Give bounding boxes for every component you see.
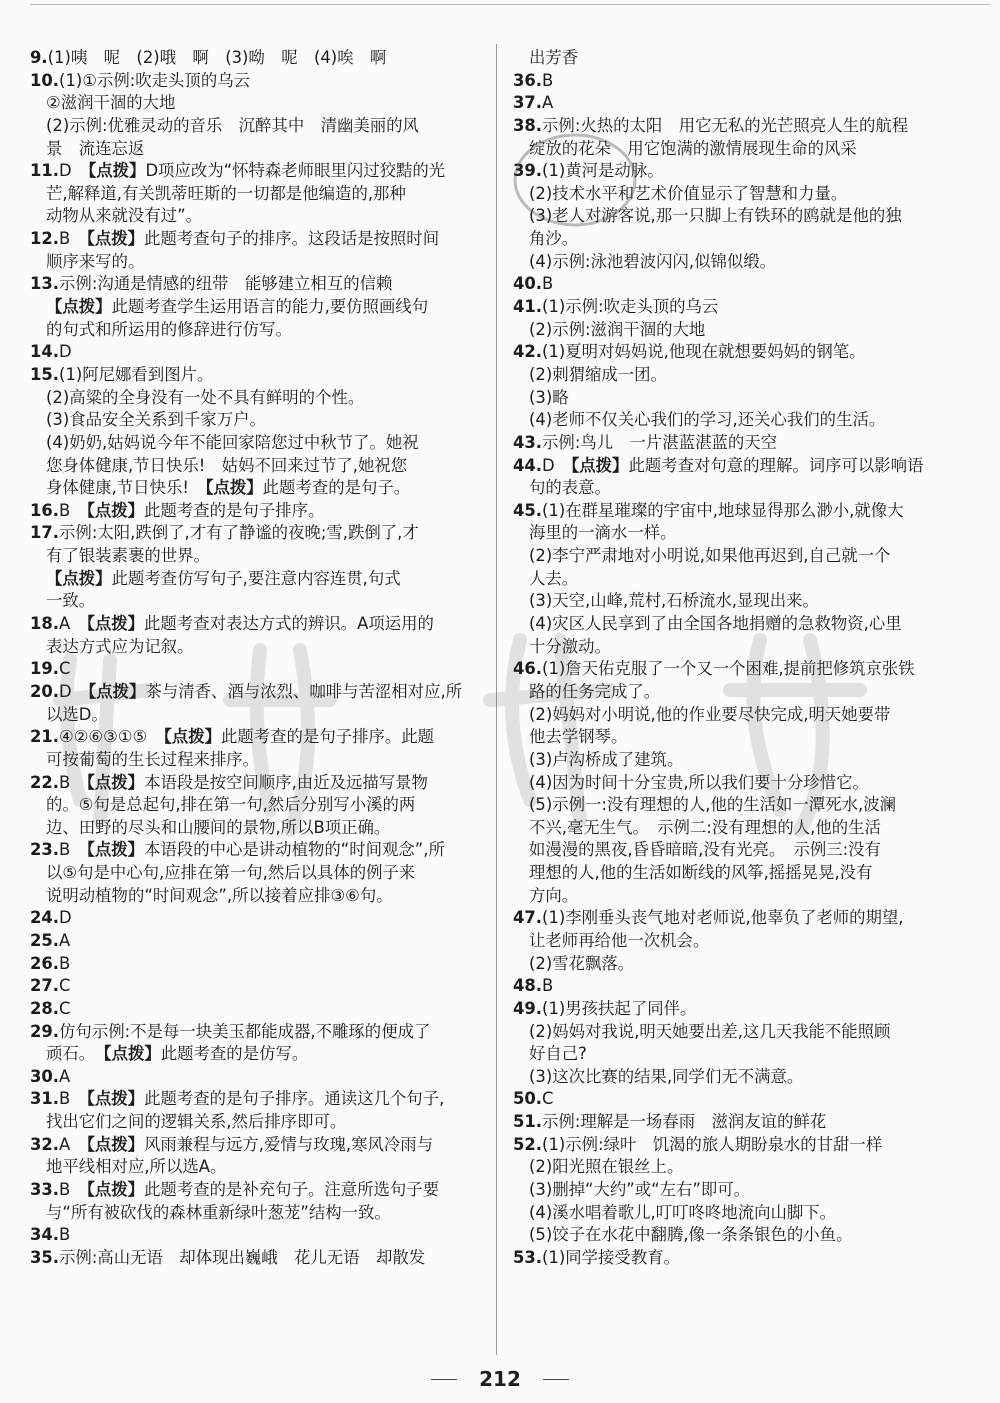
answer-text: 理想的人,他的生活如断线的风筝,摇摇晃晃,没有 (529, 863, 873, 883)
answer-text: 动物从来就没有过”。 (46, 206, 203, 226)
answer-choice: B (59, 500, 87, 520)
answer-line (513, 432, 973, 455)
hint-tag: 【点拨】 (205, 478, 263, 498)
answer-text: C (59, 976, 71, 996)
answer-text: 的。⑤句是总起句,排在第一句,然后分别写小溪的两 (46, 795, 416, 815)
answer-line (30, 1202, 485, 1225)
question-number: 27. (30, 976, 60, 996)
answer-line (513, 772, 973, 795)
hint-text: 本语段的中心是讲动植物的“时间观念”,所 (144, 840, 445, 860)
answer-line (513, 862, 973, 885)
answer-line (513, 1021, 973, 1044)
answer-text: 不兴,毫无生气。 示例二:没有理想的人,他的生活 (529, 817, 881, 837)
answer-line (30, 138, 485, 161)
answer-text: 地平线相对应,所以选A。 (46, 1157, 227, 1177)
answer-text: (3)老人对游客说,那一只脚上有铁环的鸥就是他的独 (529, 206, 902, 226)
answer-text: 人去。 (529, 568, 579, 588)
answer-text: (2)李宁严肃地对小明说,如果他再迟到,自己就一个 (529, 546, 891, 566)
question-number: 14. (30, 342, 60, 362)
question-number: 38. (513, 115, 543, 135)
hint-tag: 【点拨】 (86, 1134, 145, 1154)
answer-line (30, 953, 485, 976)
answer-text: 示例:高山无语 却体现出巍峨 花儿无语 却散发 (59, 1247, 426, 1267)
answer-line (30, 749, 485, 772)
question-number: 24. (30, 908, 60, 928)
answer-line (30, 907, 485, 930)
hint-text: 此题考查仿写句子,要注意内容连贯,句式 (111, 568, 401, 588)
answer-text: 仿句示例:不是每一块美玉都能成器,不雕琢的便成了 (59, 1021, 431, 1041)
answer-line (30, 568, 485, 591)
question-number: 25. (30, 930, 60, 950)
answer-text: (2)阳光照在银丝上。 (529, 1157, 684, 1177)
answer-line (30, 160, 485, 183)
answer-line (513, 319, 973, 342)
question-number: 35. (30, 1247, 60, 1267)
answer-line (513, 47, 973, 70)
answer-text: (1)咦 呢 (2)哦 啊 (3)呦 呢 (4)唉 啊 (47, 48, 387, 67)
answer-line (30, 500, 485, 523)
answer-text: 如漫漫的黑夜,昏昏暗暗,没有光亮。 示例三:没有 (529, 840, 881, 860)
answer-line (30, 772, 485, 795)
answer-line (30, 636, 485, 659)
answer-line (30, 862, 485, 885)
answer-line (30, 1179, 485, 1202)
answer-line (30, 115, 485, 138)
hint-text: 此题考查的是句子排序。此题 (220, 727, 435, 747)
answer-line (30, 47, 485, 70)
answer-line (513, 522, 973, 545)
answer-line (513, 341, 973, 364)
answer-line (513, 205, 973, 228)
answer-text: (1)詹天佑克服了一个又一个困难,提前把修筑京张铁 (542, 659, 915, 679)
answer-choice: D (59, 161, 89, 181)
question-number: 53. (513, 1247, 543, 1267)
answer-choice: B (59, 229, 87, 249)
question-number: 44. (513, 455, 543, 475)
page-number: 212 (479, 1367, 521, 1391)
answer-choice: B (59, 840, 87, 860)
answer-text: A (59, 1066, 71, 1086)
answer-line (30, 1134, 485, 1157)
answer-text: (1)李刚垂头丧气地对老师说,他辜负了老师的期望, (542, 908, 904, 928)
answer-text: 句的表意。 (529, 478, 611, 498)
answer-line (30, 251, 485, 274)
answer-text: 路的任务完成了。 (529, 681, 661, 701)
answer-line (30, 477, 485, 500)
question-number: 48. (513, 976, 543, 996)
left-answer-column (30, 47, 485, 1270)
answer-choice: A (59, 614, 87, 634)
answer-text: 示例:沟通是情感的纽带 能够建立相互的信赖 (59, 274, 393, 294)
answer-text: (4)示例:泳池碧波闪闪,似锦似缎。 (529, 251, 777, 271)
hint-tag: 【点拨】 (86, 772, 145, 792)
answer-line (513, 1202, 973, 1225)
answer-line (513, 681, 973, 704)
hint-text: 此题考查的是句子排序。通读这几个句子, (144, 1089, 445, 1109)
footer-dash-right (543, 1379, 569, 1380)
answer-line (30, 839, 485, 862)
answer-line (30, 92, 485, 115)
question-number: 29. (30, 1021, 60, 1041)
answer-text: B (59, 953, 71, 973)
answer-text: (4)溪水唱着歌儿,叮叮咚咚地流向山脚下。 (529, 1202, 837, 1222)
answer-line (513, 907, 973, 930)
answer-line (30, 704, 485, 727)
hint-text: 茶与清香、酒与浓烈、咖啡与苦涩相对应,所 (145, 681, 463, 701)
answer-text: 您身体健康,节日快乐! 姑妈不回来过节了,她祝您 (46, 455, 408, 475)
answer-line (513, 704, 973, 727)
answer-text: B (542, 70, 554, 90)
answer-text: A (59, 930, 71, 950)
answer-line (513, 92, 973, 115)
hint-tag: 【点拨】 (163, 727, 221, 747)
answer-text: D (59, 342, 72, 362)
answer-text: C (542, 1089, 554, 1109)
answer-text: 十分激动。 (529, 636, 611, 656)
answer-text: ②滋润干涸的大地 (46, 93, 176, 113)
question-number: 16. (30, 500, 60, 520)
question-number: 18. (30, 614, 60, 634)
answer-text: 可按葡萄的生长过程来排序。 (46, 749, 260, 769)
answer-line (513, 1156, 973, 1179)
answer-line (30, 545, 485, 568)
hint-tag: 【点拨】 (86, 229, 145, 249)
answer-text: 出芳香 (529, 48, 579, 67)
question-number: 46. (513, 659, 543, 679)
answer-line (513, 568, 973, 591)
question-number: 45. (513, 500, 543, 520)
question-number: 47. (513, 908, 543, 928)
answer-text: B (59, 1225, 71, 1245)
answer-text: (1)男孩扶起了同伴。 (542, 998, 697, 1018)
answer-text: 身体健康,节日快乐! (46, 478, 206, 498)
answer-line (30, 794, 485, 817)
answer-text: 顺序来写的。 (46, 251, 145, 271)
answer-line (30, 228, 485, 251)
answer-text: 示例:鸟儿 一片湛蓝湛蓝的天空 (542, 432, 778, 452)
answer-line (30, 455, 485, 478)
question-number: 30. (30, 1066, 60, 1086)
answer-line (513, 1111, 973, 1134)
question-number: 41. (513, 297, 543, 317)
answer-line (513, 1247, 973, 1270)
answer-text: 芒,解释道,有关凯蒂旺斯的一切都是他编造的,那种 (46, 183, 406, 203)
hint-text: 风雨兼程与远方,爱情与玫瑰,寒风冷雨与 (144, 1134, 434, 1154)
answer-line (513, 749, 973, 772)
answer-text: B (542, 976, 554, 996)
question-number: 40. (513, 274, 543, 294)
answer-choice: D (542, 455, 572, 475)
answer-line (513, 794, 973, 817)
answer-text: B (542, 274, 554, 294)
answer-line (513, 273, 973, 296)
answer-text: (1)示例:绿叶 饥渴的旅人期盼泉水的甘甜一样 (542, 1134, 883, 1154)
answer-line (30, 975, 485, 998)
answer-text: 绽放的花朵 用它饱满的激情展现生命的风采 (529, 138, 857, 158)
hint-tag: 【点拨】 (46, 568, 112, 588)
answer-line (513, 138, 973, 161)
answer-text: (1)同学接受教育。 (542, 1247, 680, 1267)
answer-line (513, 930, 973, 953)
answer-text: (3)卢沟桥成了建筑。 (529, 749, 684, 769)
question-number: 37. (513, 93, 543, 113)
answer-line (513, 545, 973, 568)
question-number: 28. (30, 998, 60, 1018)
answer-line (30, 70, 485, 93)
answer-text: (2)技术水平和艺术价值显示了智慧和力量。 (529, 183, 848, 203)
answer-text: C (59, 659, 71, 679)
question-number: 32. (30, 1134, 60, 1154)
answer-line (513, 251, 973, 274)
answer-line (30, 1224, 485, 1247)
answer-line (30, 930, 485, 953)
hint-text: 此题考查的是仿写。 (160, 1044, 309, 1064)
question-number: 33. (30, 1180, 60, 1200)
hint-text: 此题考查的是句子。 (262, 478, 411, 498)
answer-line (513, 70, 973, 93)
question-number: 9. (30, 48, 48, 67)
question-number: 11. (30, 161, 60, 181)
answer-line (513, 115, 973, 138)
answer-text: 他去学钢琴。 (529, 727, 628, 747)
answer-line (30, 658, 485, 681)
answer-text: 有了银装素裹的世界。 (46, 546, 210, 566)
answer-choice: B (59, 1089, 87, 1109)
hint-tag: 【点拨】 (86, 500, 145, 520)
answer-line (513, 160, 973, 183)
answer-text: (4)灾区人民享到了由全国各地捐赠的急救物资,心里 (529, 614, 902, 634)
answer-text: 边、田野的尽头和山腰间的景物,所以B项正确。 (46, 817, 391, 837)
answer-line (513, 975, 973, 998)
answer-line (30, 364, 485, 387)
answer-line (30, 341, 485, 364)
question-number: 31. (30, 1089, 60, 1109)
question-number: 26. (30, 953, 60, 973)
answer-text: 与“所有被砍伐的森林重新绿叶葱茏”结构一致。 (46, 1202, 391, 1222)
answer-line (30, 726, 485, 749)
question-number: 43. (513, 432, 543, 452)
answer-text: 以选D。 (46, 704, 108, 724)
hint-text: 此题考查学生运用语言的能力,要仿照画线句 (111, 297, 429, 317)
answer-text: (2)雪花飘落。 (529, 953, 635, 973)
answer-line (513, 953, 973, 976)
page-footer (0, 1364, 1000, 1394)
answer-line (30, 273, 485, 296)
question-number: 15. (30, 364, 60, 384)
hint-tag: 【点拨】 (46, 297, 112, 317)
question-number: 52. (513, 1134, 543, 1154)
hint-text: 本语段是按空间顺序,由近及远描写景物 (144, 772, 428, 792)
answer-line (513, 183, 973, 206)
answer-text: (1)夏明对妈妈说,他现在就想要妈妈的钢笔。 (542, 342, 866, 362)
answer-text: 找出它们之间的逻辑关系,然后排序即可。 (46, 1112, 347, 1132)
answer-line (30, 409, 485, 432)
answer-text: D (59, 908, 72, 928)
answer-text: (4)因为时间十分宝贵,所以我们要十分珍惜它。 (529, 772, 869, 792)
answer-line (513, 409, 973, 432)
answer-text: 表达方式应为记叙。 (46, 636, 194, 656)
answer-text: (2)高粱的全身没有一处不具有鲜明的个性。 (46, 387, 365, 407)
answer-text: (4)奶奶,姑妈说今年不能回家陪您过中秋节了。她祝 (46, 432, 419, 452)
answer-line (30, 1111, 485, 1134)
answer-line (513, 658, 973, 681)
answer-text: (1)阿尼娜看到图片。 (59, 364, 214, 384)
answer-text: 海里的一滴水一样。 (529, 523, 677, 543)
question-number: 20. (30, 681, 60, 701)
question-number: 19. (30, 659, 60, 679)
answer-text: 让老师再给他一次机会。 (529, 930, 710, 950)
hint-tag: 【点拨】 (86, 614, 145, 634)
answer-text: (5)饺子在水花中翻腾,像一条条银色的小鱼。 (529, 1225, 853, 1245)
answer-text: (2)妈妈对我说,明天她要出差,这几天我能不能照顾 (529, 1021, 891, 1041)
answer-line (30, 885, 485, 908)
answer-line (30, 1066, 485, 1089)
answer-line (30, 590, 485, 613)
answer-text: (3)略 (529, 387, 569, 407)
answer-text: A (542, 93, 554, 113)
question-number: 10. (30, 70, 60, 90)
answer-line (513, 1179, 973, 1202)
answer-text: 示例:太阳,跌倒了,才有了静谧的夜晚;雪,跌倒了,才 (59, 523, 419, 543)
answer-text: 示例:火热的太阳 用它无私的光芒照亮人生的航程 (542, 115, 909, 135)
right-answer-column (513, 47, 973, 1270)
answer-text: (3)这次比赛的结果,同学们无不满意。 (529, 1066, 804, 1086)
question-number: 34. (30, 1225, 60, 1245)
answer-line (30, 1156, 485, 1179)
question-number: 13. (30, 274, 60, 294)
answer-choice: B (59, 1180, 87, 1200)
hint-tag: 【点拨】 (103, 1044, 161, 1064)
answer-line (513, 1043, 973, 1066)
question-number: 51. (513, 1112, 543, 1132)
hint-tag: 【点拨】 (86, 840, 145, 860)
question-number: 42. (513, 342, 543, 362)
answer-line (30, 522, 485, 545)
answer-text: 好自己? (529, 1044, 587, 1064)
answer-line (513, 1134, 973, 1157)
answer-line (30, 205, 485, 228)
answer-text: C (59, 998, 71, 1018)
answer-text: (3)删掉“大约”或“左右”即可。 (529, 1180, 751, 1200)
answer-line (513, 1224, 973, 1247)
answer-line (513, 1066, 973, 1089)
hint-tag: 【点拨】 (88, 681, 146, 701)
question-number: 49. (513, 998, 543, 1018)
answer-line (513, 228, 973, 251)
question-number: 17. (30, 523, 60, 543)
answer-line (30, 613, 485, 636)
answer-text: (5)示例一:没有理想的人,他的生活如一潭死水,波澜 (529, 795, 896, 815)
hint-tag: 【点拨】 (86, 1089, 145, 1109)
answer-line (30, 998, 485, 1021)
answer-text: (1)黄河是动脉。 (542, 161, 664, 181)
question-number: 23. (30, 840, 60, 860)
top-rule (30, 4, 990, 5)
answer-text: (4)老师不仅关心我们的学习,还关心我们的生活。 (529, 410, 886, 430)
answer-line (30, 1088, 485, 1111)
answer-text: (1)在群星璀璨的宇宙中,地球显得那么渺小,就像大 (542, 500, 904, 520)
hint-text: 此题考查对表达方式的辨识。A项运用的 (144, 614, 434, 634)
answer-text: (3)天空,山峰,荒村,石桥流水,显现出来。 (529, 591, 819, 611)
answer-line (30, 387, 485, 410)
answer-line (30, 183, 485, 206)
answer-text: 顽石。 (46, 1044, 104, 1064)
answer-choice: ④②⑥③①⑤ (59, 727, 164, 747)
hint-text: 此题考查的是补充句子。注意所选句子要 (144, 1180, 440, 1200)
column-divider (496, 44, 497, 1355)
answer-text: 一致。 (46, 591, 96, 611)
footer-dash-left (431, 1379, 457, 1380)
answer-text: 景 流连忘返 (46, 138, 145, 158)
answer-line (513, 364, 973, 387)
hint-tag: 【点拨】 (86, 1180, 145, 1200)
answer-line (30, 296, 485, 319)
answer-line (513, 817, 973, 840)
answer-text: (1)①示例:吹走头顶的乌云 (59, 70, 250, 90)
answer-line (513, 839, 973, 862)
answer-text: 角沙。 (529, 229, 579, 249)
answer-text: 示例:理解是一场春雨 滋润友谊的鲜花 (542, 1112, 827, 1132)
hint-text: 此题考查对句意的理解。词序可以影响语 (628, 455, 924, 475)
answer-line (513, 500, 973, 523)
hint-text: D项应改为“怀特森老师眼里闪过狡黠的光 (145, 161, 446, 181)
answer-text: 说明动植物的“时间观念”,所以接着应排③⑥句。 (46, 885, 393, 905)
answer-line (30, 817, 485, 840)
answer-text: (2)示例:滋润干涸的大地 (529, 319, 706, 339)
answer-line (30, 319, 485, 342)
answer-line (513, 296, 973, 319)
answer-text: (3)食品安全关系到千家万户。 (46, 410, 266, 430)
answer-line (30, 1247, 485, 1270)
answer-text: 以⑤句是中心句,应排在第一句,然后以具体的例子来 (46, 863, 416, 883)
answer-line (513, 455, 973, 478)
answer-line (513, 387, 973, 410)
answer-line (30, 681, 485, 704)
answer-line (513, 477, 973, 500)
hint-tag: 【点拨】 (88, 161, 146, 181)
answer-choice: B (59, 772, 87, 792)
answer-text: (2)妈妈对小明说,他的作业要尽快完成,明天她要带 (529, 704, 891, 724)
answer-line (30, 432, 485, 455)
answer-line (513, 613, 973, 636)
answer-line (513, 726, 973, 749)
answer-text: 的句式和所运用的修辞进行仿写。 (46, 319, 292, 339)
answer-line (513, 1088, 973, 1111)
question-number: 22. (30, 772, 60, 792)
answer-text: (2)示例:优雅灵动的音乐 沉醉其中 清幽美丽的风 (46, 115, 419, 135)
question-number: 21. (30, 727, 60, 747)
question-number: 50. (513, 1089, 543, 1109)
answer-text: (1)示例:吹走头顶的乌云 (542, 297, 719, 317)
question-number: 12. (30, 229, 60, 249)
answer-text: (2)刺猬缩成一团。 (529, 364, 667, 384)
question-number: 39. (513, 161, 543, 181)
answer-choice: D (59, 681, 89, 701)
answer-line (513, 998, 973, 1021)
answer-line (513, 885, 973, 908)
answer-line (30, 1043, 485, 1066)
hint-tag: 【点拨】 (571, 455, 629, 475)
hint-text: 此题考查句子的排序。这段话是按照时间 (144, 229, 440, 249)
answer-line (513, 636, 973, 659)
question-number: 36. (513, 70, 543, 90)
answer-line (513, 590, 973, 613)
answer-line (30, 1021, 485, 1044)
answer-text: 方向。 (529, 885, 579, 905)
hint-text: 此题考查的是句子排序。 (144, 500, 325, 520)
answer-choice: A (59, 1134, 87, 1154)
